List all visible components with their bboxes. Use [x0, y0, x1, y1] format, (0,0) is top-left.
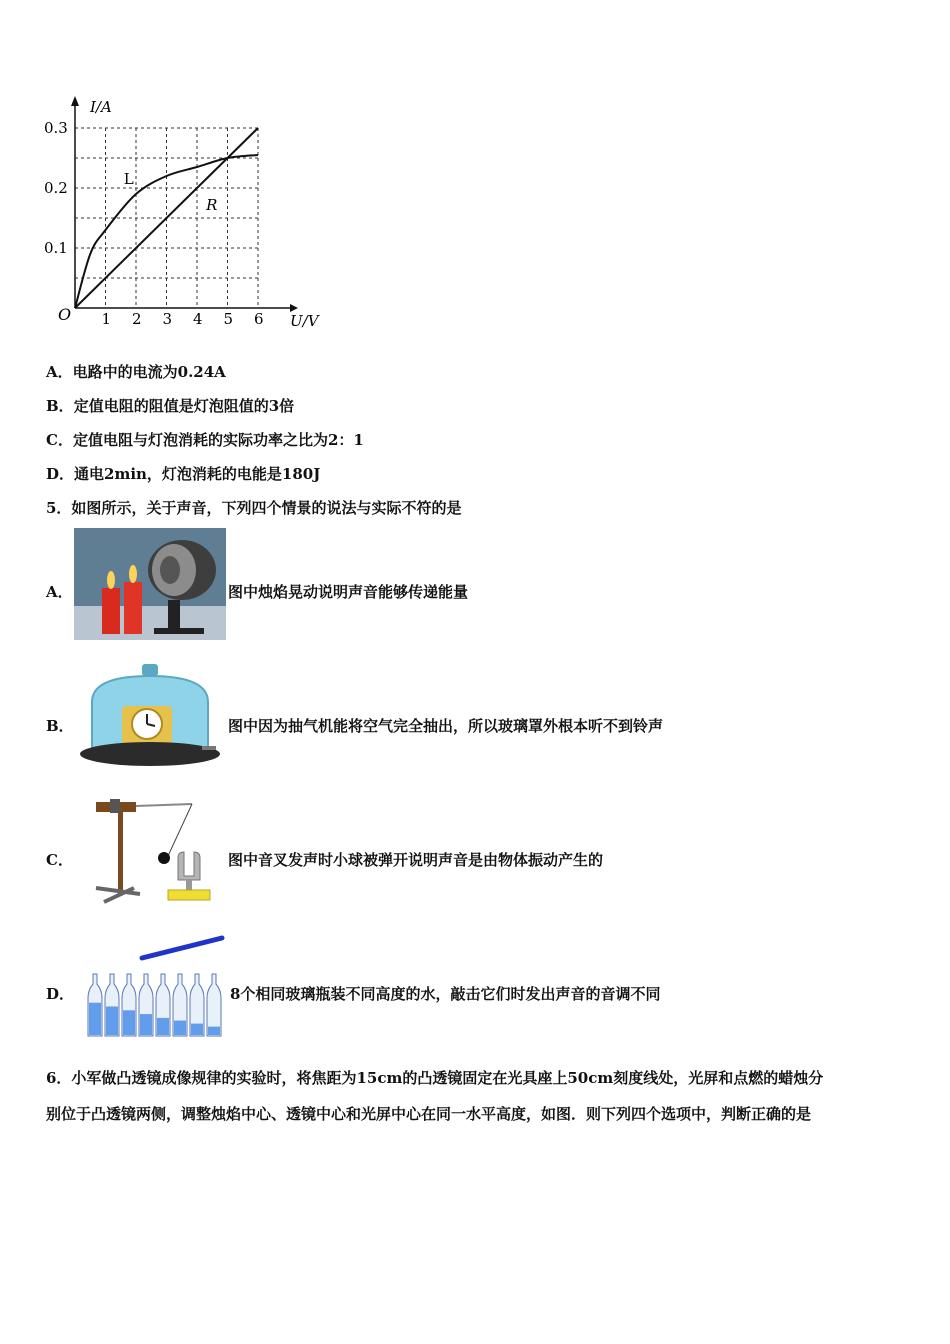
q5-option-b-letter: B．	[46, 717, 74, 735]
x-tick-label: 5	[223, 310, 234, 328]
bottle-water	[174, 1021, 186, 1035]
x-tick-label: 3	[162, 310, 173, 328]
x-tick-label: 2	[132, 310, 142, 328]
bell-jar-image	[74, 662, 226, 774]
y-tick-label: 0.3	[44, 119, 68, 137]
q4-option-a: A．电路中的电流为0.24A	[46, 363, 226, 381]
y-tick-label: 0.1	[44, 239, 68, 257]
chart-ticks	[44, 119, 264, 328]
q5-option-a-text: 图中烛焰晃动说明声音能够传递能量	[228, 583, 469, 601]
q5-option-d-text: 8个相同玻璃瓶装不同高度的水，敲击它们时发出声音的音调不同	[230, 985, 661, 1003]
y-axis-label: I/A	[90, 98, 112, 116]
q5-option-b-text: 图中因为抽气机能将空气完全抽出，所以玻璃罩外根本听不到铃声	[228, 717, 664, 735]
q6-stem-line2: 别位于凸透镜两侧，调整烛焰中心、透镜中心和光屏中心在同一水平高度，如图．则下列四个选项中，判断正确的是	[46, 1105, 812, 1123]
q4-option-b: B．定值电阻的阻值是灯泡阻值的3倍	[46, 397, 295, 415]
q5-option-c-letter: C．	[46, 851, 73, 869]
tuning-fork-image	[74, 796, 226, 908]
origin-label: O	[58, 305, 72, 324]
bottle-water	[123, 1010, 135, 1035]
q5-stem: 5．如图所示，关于声音，下列四个情景的说法与实际不符的是	[46, 499, 462, 517]
candle-speaker-image	[74, 528, 226, 640]
x-axis-arrow	[290, 304, 298, 312]
q6-stem-line1: 6．小军做凸透镜成像规律的实验时，将焦距为15cm的凸透镜固定在光具座上50cm刻度线处，光屏和点燃的蜡烛分	[46, 1069, 824, 1087]
y-tick-label: 0.2	[44, 179, 68, 197]
q4-option-c: C．定值电阻与灯泡消耗的实际功率之比为2：1	[46, 431, 364, 449]
y-axis-arrow	[71, 96, 79, 106]
bottle-water	[157, 1018, 169, 1035]
glass-bottles-image	[80, 930, 228, 1042]
q5-option-a-letter: A．	[46, 583, 73, 601]
x-tick-label: 6	[254, 310, 264, 328]
x-tick-label: 1	[101, 310, 112, 328]
x-axis-label: U/V	[290, 312, 319, 330]
series-L-label: L	[123, 170, 134, 188]
bottle-water	[191, 1024, 203, 1035]
bottle-water	[208, 1027, 220, 1035]
bottle-water	[140, 1014, 152, 1035]
iu-chart	[40, 90, 340, 340]
bottle-water	[89, 1003, 101, 1035]
bottle-water	[106, 1007, 118, 1036]
series-R-label: R	[206, 196, 218, 214]
x-tick-label: 4	[193, 310, 203, 328]
q5-option-d-letter: D．	[46, 985, 75, 1003]
q5-option-c-text: 图中音叉发声时小球被弹开说明声音是由物体振动产生的	[228, 851, 604, 869]
q4-option-d: D．通电2min，灯泡消耗的电能是180J	[46, 465, 321, 483]
